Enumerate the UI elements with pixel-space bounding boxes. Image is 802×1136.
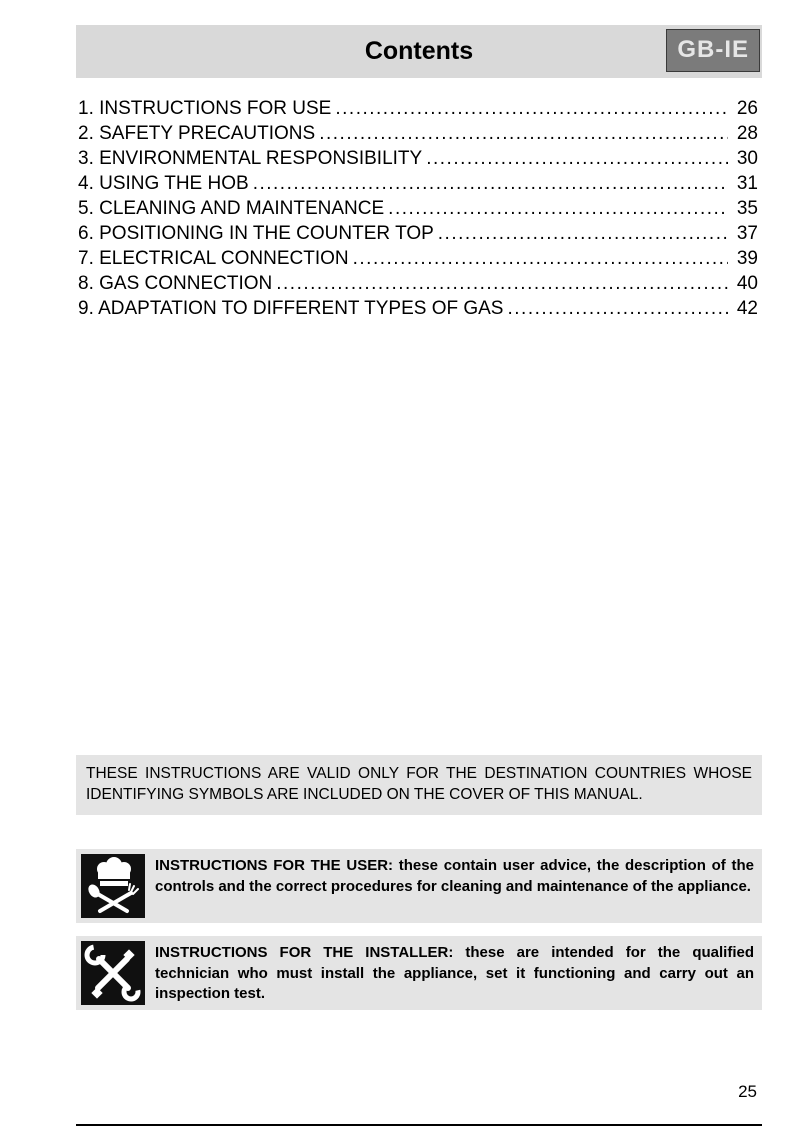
toc-page-number: 39 xyxy=(736,248,758,269)
toc-page-number: 31 xyxy=(736,173,758,194)
toc-leader-dots xyxy=(253,171,728,196)
toc-entry-label: 4. USING THE HOB xyxy=(78,173,249,194)
validity-notice-text: THESE INSTRUCTIONS ARE VALID ONLY FOR THE DESTINATION COUNTRIES WHOSE IDENTIFYING SYMBOLS ARE INCLUDED ON THE COVER OF THIS MANUAL. xyxy=(86,765,752,804)
toc-entry xyxy=(78,146,758,171)
toc-entry-label: 8. GAS CONNECTION xyxy=(78,273,273,294)
toc-entry xyxy=(78,221,758,246)
toc-entry xyxy=(78,171,758,196)
page-title: Contents xyxy=(364,37,474,65)
toc-entry-label: 2. SAFETY PRECAUTIONS xyxy=(78,123,316,144)
toc-entry xyxy=(78,96,758,121)
validity-notice xyxy=(76,755,762,815)
installer-instructions-text: INSTRUCTIONS FOR THE INSTALLER: these are intended for the qualified technician who must install the appliance, set it functioning and carry out an inspection test. xyxy=(155,944,754,1003)
chef-icon xyxy=(81,854,145,918)
toc-leader-dots xyxy=(319,121,728,146)
toc-entry-label: 9. ADAPTATION TO DIFFERENT TYPES OF GAS xyxy=(78,298,504,319)
bottom-rule xyxy=(76,1124,762,1126)
toc-leader-dots xyxy=(438,221,728,246)
toc-page-number: 42 xyxy=(736,298,758,319)
user-instructions-text: INSTRUCTIONS FOR THE USER: these contain user advice, the description of the controls and the correct procedures for cleaning and maintenance of the appliance. xyxy=(155,857,754,895)
page-number: 25 xyxy=(738,1082,757,1101)
toc-page-number: 30 xyxy=(736,148,758,169)
toc-page-number: 26 xyxy=(736,98,758,119)
toc-leader-dots xyxy=(388,196,728,221)
tools-icon xyxy=(81,941,145,1005)
toc-page-number: 35 xyxy=(736,198,758,219)
region-badge: GB-IE xyxy=(666,29,760,72)
toc-entry xyxy=(78,196,758,221)
toc-entry-label: 7. ELECTRICAL CONNECTION xyxy=(78,248,349,269)
contents-header-bar xyxy=(76,25,762,78)
toc-entry-label: 1. INSTRUCTIONS FOR USE xyxy=(78,98,332,119)
toc-entry xyxy=(78,246,758,271)
toc-entry-label: 6. POSITIONING IN THE COUNTER TOP xyxy=(78,223,434,244)
toc-entry-label: 3. ENVIRONMENTAL RESPONSIBILITY xyxy=(78,148,423,169)
toc-entry xyxy=(78,271,758,296)
toc-leader-dots xyxy=(276,271,728,296)
toc-leader-dots xyxy=(335,96,728,121)
toc-entry xyxy=(78,296,758,321)
toc-page-number: 37 xyxy=(736,223,758,244)
toc-page-number: 40 xyxy=(736,273,758,294)
toc-page-number: 28 xyxy=(736,123,758,144)
installer-instructions-box xyxy=(76,936,762,1010)
table-of-contents xyxy=(78,96,758,321)
toc-leader-dots xyxy=(353,246,728,271)
toc-entry-label: 5. CLEANING AND MAINTENANCE xyxy=(78,198,385,219)
toc-leader-dots xyxy=(426,146,728,171)
instruction-info-boxes xyxy=(76,849,762,1023)
toc-leader-dots xyxy=(507,296,728,321)
toc-entry xyxy=(78,121,758,146)
user-instructions-box xyxy=(76,849,762,923)
